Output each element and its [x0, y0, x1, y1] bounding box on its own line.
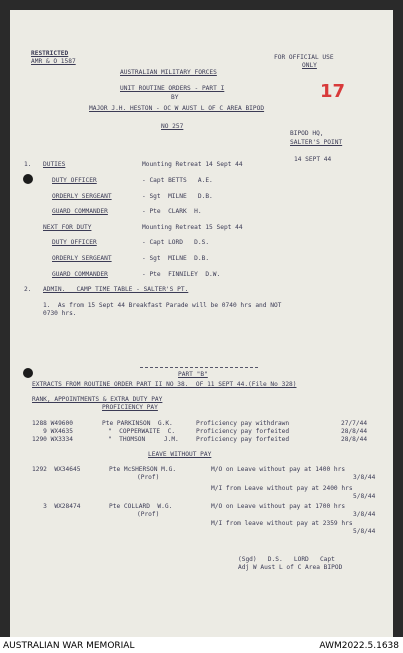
archive-footer [0, 637, 403, 653]
restricted-label: RESTRICTED [31, 50, 69, 57]
soldier-name: Pte PARKINSON G.K. [102, 420, 173, 427]
admin-text-line2: 0730 hrs. [43, 310, 77, 317]
prof-note: (Prof) [137, 474, 160, 481]
duty-role: ORDERLY SERGEANT [52, 193, 112, 200]
document-page [10, 10, 393, 637]
dashed-divider [140, 367, 258, 368]
soldier-name: " THOMSON J.M. [108, 436, 179, 443]
soldier-name: Pte COLLARD W.G. [109, 503, 173, 510]
duty-role: DUTY OFFICER [52, 177, 97, 184]
service-number: 1290 WX3334 [32, 436, 73, 443]
admin-heading: ADMIN. CAMP TIME TABLE - SALTER'S PT. [43, 286, 189, 293]
leave-entry: M/I from leave without pay at 2359 hrs [211, 520, 353, 527]
regulation-ref: AMR & O 1587 [31, 58, 76, 65]
footer-source: AUSTRALIAN WAR MEMORIAL [3, 641, 135, 651]
soldier-name: Pte McSHERSON M.G. [109, 466, 177, 473]
duties-heading: DUTIES [43, 161, 66, 168]
leave-date: 5/8/44 [353, 528, 376, 535]
red-handwritten-number: 17 [320, 81, 346, 102]
pay-action: Proficiency pay forfeited [196, 428, 290, 435]
service-number: 1288 W49600 [32, 420, 73, 427]
action-date: 28/8/44 [341, 428, 368, 435]
section-number: 1. [24, 161, 32, 168]
action-date: 27/7/44 [341, 420, 368, 427]
document-title: UNIT ROUTINE ORDERS - PART I [120, 85, 225, 92]
hq-line2: SALTER'S POINT [290, 139, 343, 146]
officer-line: MAJOR J.H. HESTON - OC W AUST L OF C AREA BIPOD [89, 105, 265, 112]
duty-name: - Pte CLARK H. [142, 208, 202, 215]
duty-name: - Sgt MILNE D.B. [142, 193, 213, 200]
leave-entry: M/O on Leave without pay at 1700 hrs [211, 503, 346, 510]
leave-entry: M/O on Leave without pay at 1400 hrs [211, 466, 346, 473]
order-number: NO 257 [161, 123, 184, 130]
pay-action: Proficiency pay withdrawn [196, 420, 290, 427]
duty-role: GUARD COMMANDER [52, 271, 108, 278]
signature-title: Adj W Aust L of C Area BIPOD [238, 564, 343, 571]
pay-action: Proficiency pay forfeited [196, 436, 290, 443]
duty-name: - Capt BETTS A.E. [142, 177, 213, 184]
official-use-line2: ONLY [302, 62, 317, 69]
appointments-heading: RANK, APPOINTMENTS & EXTRA DUTY PAY [32, 396, 163, 403]
proficiency-heading: PROFICIENCY PAY [102, 404, 158, 411]
part-b-heading: PART "B" [178, 371, 208, 378]
admin-text-line1: 1. As from 15 Sept 44 Breakfast Parade will be 0740 hrs and NOT [43, 302, 282, 309]
order-date: 14 SEPT 44 [294, 156, 332, 163]
leave-entry: M/I from Leave without pay at 2400 hrs [211, 485, 353, 492]
leave-date: 3/8/44 [353, 474, 376, 481]
service-number: 9 WX4635 [32, 428, 73, 435]
service-number: 3 WX28474 [32, 503, 81, 510]
duty-role: DUTY OFFICER [52, 239, 97, 246]
duty-role: GUARD COMMANDER [52, 208, 108, 215]
leave-heading: LEAVE WITHOUT PAY [148, 451, 212, 458]
soldier-name: " COPPERWAITE C. [108, 428, 176, 435]
extract-line: EXTRACTS FROM ROUTINE ORDER PART II NO 38. OF 11 SEPT 44.(File No 328) [32, 381, 297, 388]
leave-date: 3/8/44 [353, 511, 376, 518]
by-line: BY [171, 94, 179, 101]
punch-hole [23, 368, 33, 378]
prof-note: (Prof) [137, 511, 160, 518]
duty-name: - Pte FINNILEY D.W. [142, 271, 221, 278]
action-date: 28/8/44 [341, 436, 368, 443]
hq-line1: BIPOD HQ, [290, 130, 324, 137]
mounting-line: Mounting Retreat 15 Sept 44 [142, 224, 243, 231]
leave-date: 5/8/44 [353, 493, 376, 500]
official-use-line1: FOR OFFICIAL USE [274, 54, 334, 61]
section-number: 2. [24, 286, 32, 293]
org-title: AUSTRALIAN MILITARY FORCES [120, 69, 217, 76]
mounting-line: Mounting Retreat 14 Sept 44 [142, 161, 243, 168]
duty-name: - Capt LORD D.S. [142, 239, 210, 246]
signature-line: (Sgd) D.S. LORD Capt [238, 556, 335, 563]
service-number: 1292 WX34645 [32, 466, 81, 473]
footer-accession: AWM2022.5.1638 [319, 641, 399, 651]
duty-role: ORDERLY SERGEANT [52, 255, 112, 262]
next-duty-heading: NEXT FOR DUTY [43, 224, 92, 231]
duty-name: - Sgt MILNE D.B. [142, 255, 210, 262]
punch-hole [23, 174, 33, 184]
